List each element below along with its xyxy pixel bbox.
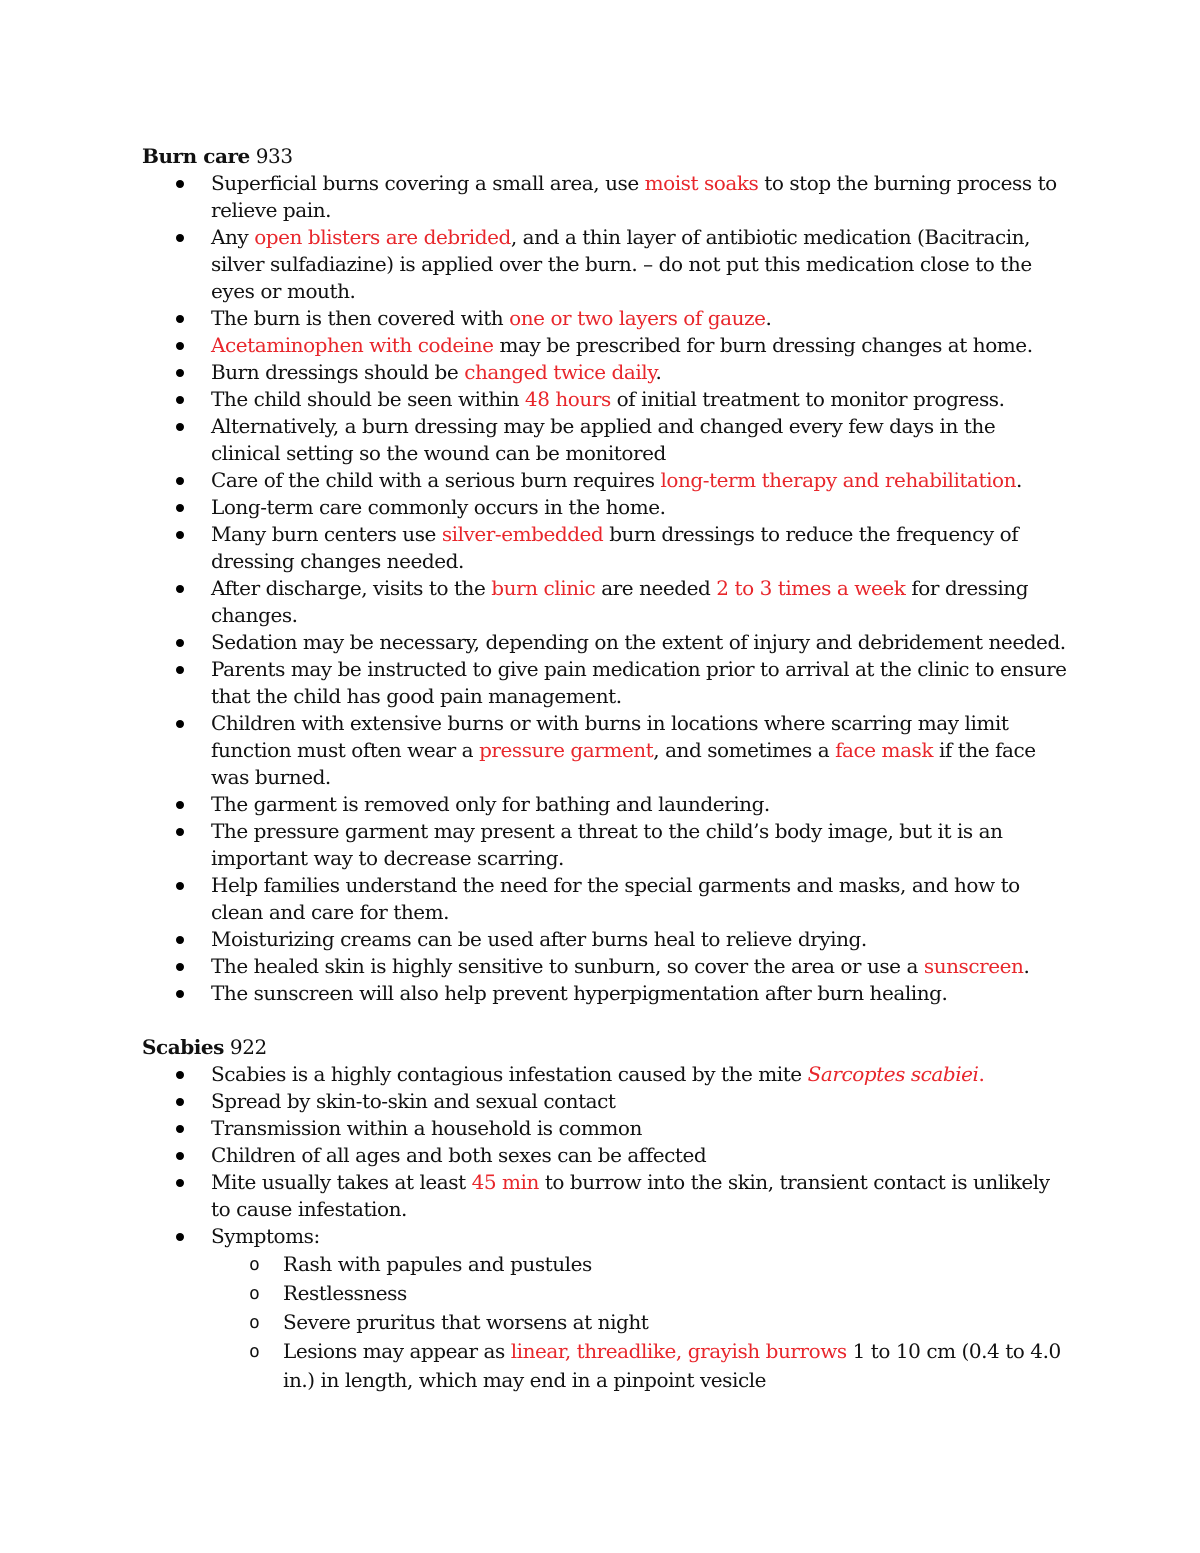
list-item	[142, 1061, 1067, 1088]
text-run: The sunscreen will also help prevent hyperpigmentation after burn healing.	[211, 981, 948, 1005]
text-run: Children with extensive burns or with burns in locations where scarring may limit function must often wear a	[211, 711, 1009, 762]
highlighted-text: Acetaminophen with codeine	[211, 333, 494, 357]
text-run: Children of all ages and both sexes can be affected	[211, 1143, 707, 1167]
text-run: 1 to 10 cm (0.4 to 4.0 in.) in length, which may end in a pinpoint vesicle	[283, 1339, 1061, 1392]
burn-care-title: Burn care	[142, 144, 250, 168]
text-run: Long-term care commonly occurs in the home.	[211, 495, 666, 519]
text-run: Care of the child with a serious burn requires	[211, 468, 661, 492]
highlighted-text: burn clinic	[491, 576, 596, 600]
scabies-title: Scabies	[142, 1035, 224, 1059]
highlighted-text: changed twice daily	[464, 360, 656, 384]
symptoms-list	[211, 1250, 1067, 1395]
text-run: are needed	[595, 576, 717, 600]
list-item	[142, 656, 1067, 710]
text-run: Transmission within a household is common	[211, 1116, 642, 1140]
symptoms-item	[142, 1223, 1067, 1395]
highlighted-text: .	[978, 1062, 985, 1086]
list-item	[142, 494, 1067, 521]
text-run: for dressing changes.	[211, 576, 1029, 627]
text-run: Moisturizing creams can be used after burns heal to relieve drying.	[211, 927, 867, 951]
text-run: After discharge, visits to the	[211, 576, 492, 600]
highlighted-text: sunscreen	[923, 954, 1024, 978]
burn-care-page-ref: 933	[255, 144, 293, 168]
highlighted-text: Sarcoptes scabiei	[807, 1062, 979, 1086]
text-run: Restlessness	[283, 1281, 407, 1305]
list-item	[142, 926, 1067, 953]
text-run: The healed skin is highly sensitive to sunburn, so cover the area or use a	[211, 954, 924, 978]
text-run: .	[765, 306, 772, 330]
document-page	[142, 143, 1067, 1395]
list-item	[142, 332, 1067, 359]
text-run: The garment is removed only for bathing and laundering.	[211, 792, 770, 816]
text-run: Mite usually takes at least	[211, 1170, 472, 1194]
sub-list-item	[142, 1308, 1067, 1337]
text-run: Burn dressings should be	[211, 360, 465, 384]
text-run: , and a thin layer of antibiotic medication (Bacitracin, silver sulfadiazine) is applied over the burn. – do not put this medication close to the eyes or mouth.	[211, 225, 1032, 303]
text-run: Many burn centers use	[211, 522, 442, 546]
list-item	[142, 872, 1067, 926]
highlighted-text: moist soaks	[644, 171, 759, 195]
list-item	[142, 1169, 1067, 1223]
text-run: The burn is then covered with	[211, 306, 510, 330]
list-item	[142, 818, 1067, 872]
highlighted-text: pressure garment	[479, 738, 654, 762]
highlighted-text: 48 hours	[524, 387, 611, 411]
highlighted-text: open blisters are debrided	[254, 225, 511, 249]
text-run: .	[1023, 954, 1030, 978]
sub-list-item	[142, 1279, 1067, 1308]
list-item	[142, 629, 1067, 656]
text-run: Sedation may be necessary, depending on the extent of injury and debridement needed.	[211, 630, 1066, 654]
text-run: burn dressings to reduce the frequency of dressing changes needed.	[211, 522, 1019, 573]
text-run: Any	[211, 225, 255, 249]
list-item	[142, 953, 1067, 980]
list-item	[142, 1142, 1067, 1169]
list-item	[142, 521, 1067, 575]
text-run: The pressure garment may present a threat to the child’s body image, but it is an important way to decrease scarring.	[211, 819, 1003, 870]
text-run: Lesions may appear as	[283, 1339, 511, 1363]
text-run: Severe pruritus that worsens at night	[283, 1310, 649, 1334]
text-run: Scabies is a highly contagious infestation caused by the mite	[211, 1062, 808, 1086]
text-run: if the face was burned.	[211, 738, 1036, 789]
list-item	[142, 170, 1067, 224]
text-run: Alternatively, a burn dressing may be applied and changed every few days in the clinical setting so the wound can be monitored	[211, 414, 996, 465]
list-item	[142, 710, 1067, 791]
list-item	[142, 224, 1067, 305]
sub-list-item	[142, 1337, 1067, 1395]
text-run: Spread by skin-to-skin and sexual contact	[211, 1089, 616, 1113]
scabies-list	[142, 1061, 1067, 1395]
list-item	[142, 413, 1067, 467]
scabies-heading	[142, 1034, 1067, 1061]
highlighted-text: 2 to 3 times a week	[716, 576, 906, 600]
scabies-page-ref: 922	[229, 1035, 267, 1059]
list-item	[142, 980, 1067, 1007]
text-run: Help families understand the need for the special garments and masks, and how to clean and care for them.	[211, 873, 1020, 924]
symptoms-label: Symptoms:	[211, 1224, 320, 1248]
text-run: Superficial burns covering a small area, use	[211, 171, 645, 195]
highlighted-text: silver-embedded	[441, 522, 604, 546]
list-item	[142, 359, 1067, 386]
burn-care-list	[142, 170, 1067, 1007]
list-item	[142, 305, 1067, 332]
text-run: The child should be seen within	[211, 387, 525, 411]
highlighted-text: linear, threadlike, grayish burrows	[510, 1339, 847, 1363]
text-run: .	[1016, 468, 1022, 492]
highlighted-text: 45 min	[471, 1170, 539, 1194]
text-run: to stop the burning process to relieve pain.	[211, 171, 1057, 222]
burn-care-heading	[142, 143, 1067, 170]
text-run: Rash with papules and pustules	[283, 1252, 592, 1276]
text-run: , and sometimes a	[653, 738, 836, 762]
sub-list-item	[142, 1250, 1067, 1279]
list-item	[142, 791, 1067, 818]
text-run: may be prescribed for burn dressing changes at home.	[493, 333, 1033, 357]
list-item	[142, 467, 1067, 494]
text-run: .	[655, 360, 662, 384]
text-run: Parents may be instructed to give pain medication prior to arrival at the clinic to ensure that the child has good pain management.	[211, 657, 1067, 708]
highlighted-text: face mask	[835, 738, 934, 762]
text-run: to burrow into the skin, transient contact is unlikely to cause infestation.	[211, 1170, 1050, 1221]
highlighted-text: one or two layers of gauze	[509, 306, 766, 330]
highlighted-text: long-term therapy and rehabilitation	[660, 468, 1017, 492]
text-run: of initial treatment to monitor progress.	[610, 387, 1005, 411]
list-item	[142, 1115, 1067, 1142]
list-item	[142, 386, 1067, 413]
list-item	[142, 1088, 1067, 1115]
list-item	[142, 575, 1067, 629]
